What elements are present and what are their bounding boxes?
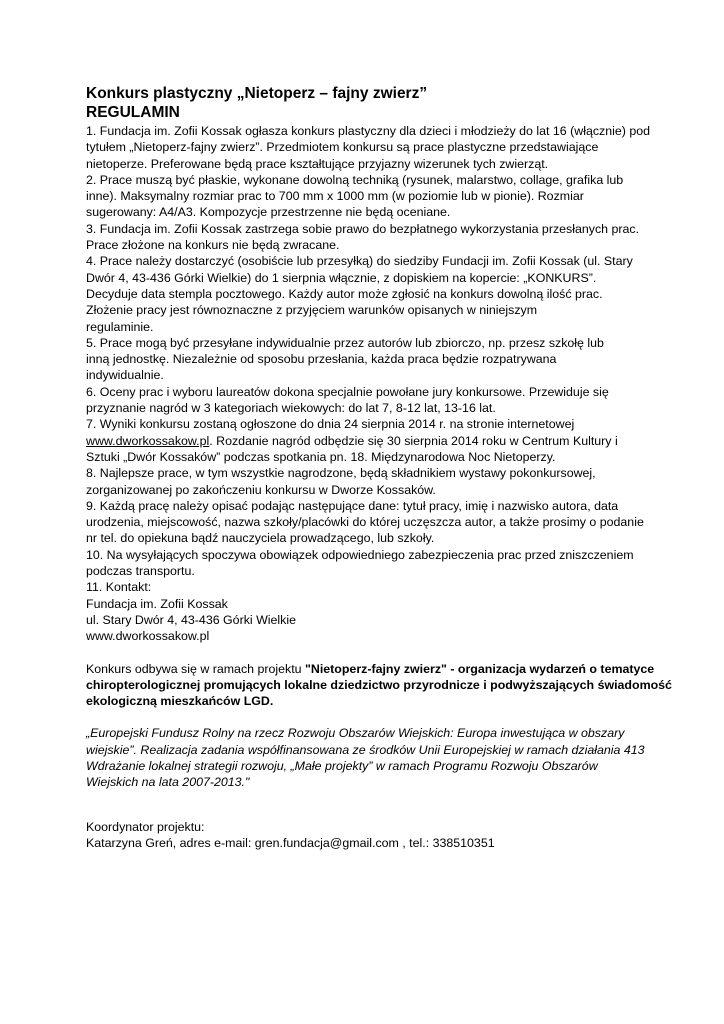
coordinator-label: Koordynator projektu: — [86, 819, 205, 834]
eu-note-line: „Europejski Fundusz Rolny na rzecz Rozwoju Obszarów Wiejskich: Europa inwestująca w obszary — [86, 726, 625, 741]
rule-line: 5. Prace mogą być przesyłane indywidualnie przez autorów lub zbiorczo, np. przesz szkołę lub — [86, 335, 604, 350]
rule-line: 10. Na wysyłających spoczywa obowiązek odpowiedniego zabezpieczenia prac przed zniszczeniem — [86, 547, 634, 562]
rule-line: sugerowany: A4/A3. Kompozycje przestrzenne nie będą oceniane. — [86, 205, 451, 220]
rule-line: podczas transportu. — [86, 564, 195, 579]
rule-line: 3. Fundacja im. Zofii Kossak zastrzega sobie prawo do bezpłatnego wykorzystania przesłanych prac. — [86, 221, 640, 236]
project-line: chiropterologicznej promujących lokalne dziedzictwo przyrodnicze i podwyższających świadomość — [86, 677, 672, 692]
contact-website: www.dworkossakow.pl — [86, 629, 210, 644]
rule-line: 8. Najlepsze prace, w tym wszystkie nagrodzone, będą składnikiem wystawy pokonkursowej, — [86, 466, 596, 481]
project-line: ekologiczną mieszkańców LGD. — [86, 694, 274, 709]
rule-line: nietoperze. Preferowane będą prace kształtujące przyjazny wizerunek tych zwierząt. — [86, 156, 549, 171]
project-line — [86, 661, 655, 677]
rule-line: regulaminie. — [86, 319, 154, 334]
rule-line: tytułem „Nietoperz-fajny zwierz”. Przedmiotem konkursu są prace plastyczne przedstawiające — [86, 140, 599, 155]
rule-line: 11. Kontakt: — [86, 580, 152, 595]
document-page — [86, 84, 672, 851]
document-title: Konkurs plastyczny „Nietoperz – fajny zwierz” — [86, 85, 428, 102]
project-paragraph — [86, 661, 672, 710]
coordinator-details: Katarzyna Greń, adres e-mail: gren.fundacja@gmail.com , tel.: 338510351 — [86, 835, 495, 850]
eu-note-line: Wiejskich na lata 2007-2013." — [86, 775, 250, 790]
rules-list — [86, 123, 651, 645]
rule-line-with-link — [86, 433, 646, 449]
rule-line: nr tel. do opiekuna bądź nauczyciela prowadzącego, lub szkoły. — [86, 531, 435, 546]
rule-line: Prace złożone na konkurs nie będą zwracane. — [86, 238, 340, 253]
spacer — [86, 645, 646, 661]
rule-line: 2. Prace muszą być płaskie, wykonane dowolną techniką (rysunek, malarstwo, collage, grafika lub — [86, 172, 624, 187]
rule-line: inne). Maksymalny rozmiar prac to 700 mm x 1000 mm (w poziomie lub w pionie). Rozmiar — [86, 189, 584, 204]
rule-line: Dwór 4, 43-436 Górki Wielkie) do 1 sierpnia włącznie, z dopiskiem na kopercie: „KONKURS”. — [86, 270, 597, 285]
spacer — [86, 791, 646, 819]
rule-line: 4. Prace należy dostarczyć (osobiście lub przesyłką) do siedziby Fundacji im. Zofii Kossak (ul. Stary — [86, 254, 633, 269]
rule-line: urodzenia, miejscowość, nazwa szkoły/placówki do której uczęszcza autor, a także prosimy o podanie — [86, 515, 644, 530]
rule-line: przyznanie nagród w 3 kategoriach wiekowych: do lat 7, 8-12 lat, 13-16 lat. — [86, 401, 496, 416]
coordinator-section — [86, 819, 646, 852]
document-subtitle: REGULAMIN — [86, 104, 180, 121]
rule-line: zorganizowanej po zakończeniu konkursu w Dworze Kossaków. — [86, 482, 436, 497]
rule-line: Decyduje data stempla pocztowego. Każdy autor może zgłosić na konkurs dowolną ilość prac. — [86, 286, 603, 301]
contact-name: Fundacja im. Zofii Kossak — [86, 596, 228, 611]
project-name: "Nietoperz-fajny zwierz" - organizacja wydarzeń o tematyce — [305, 661, 655, 676]
rule-line: 6. Oceny prac i wyboru laureatów dokona specjalnie powołane jury konkursowe. Przewiduje się — [86, 384, 609, 399]
eu-note-line: Wdrażanie lokalnej strategii rozwoju, „Małe projekty” w ramach Programu Rozwoju Obszarów — [86, 758, 598, 773]
eu-note-line: wiejskie”. Realizacja zadania współfinansowana ze środków Unii Europejskiej w ramach działania 413 — [86, 742, 645, 757]
rule-line: inną jednostkę. Niezależnie od sposobu przesłania, każda praca będzie rozpatrywana — [86, 352, 557, 367]
spacer — [86, 709, 646, 725]
eu-funding-note — [86, 725, 646, 790]
rule-line-continuation: . Rozdanie nagród odbędzie się 30 sierpnia 2014 roku w Centrum Kultury i — [209, 433, 618, 448]
rule-line: 9. Każdą pracę należy opisać podając następujące dane: tytuł pracy, imię i nazwisko autora, data — [86, 498, 619, 513]
rule-line: Złożenie pracy jest równoznaczne z przyjęciem warunków opisanych w niniejszym — [86, 303, 538, 318]
project-intro: Konkurs odbywa się w ramach projektu — [86, 661, 306, 676]
rule-line: indywidualnie. — [86, 368, 164, 383]
website-link[interactable]: www.dworkossakow.pl — [86, 433, 210, 448]
contact-address: ul. Stary Dwór 4, 43-436 Górki Wielkie — [86, 612, 297, 627]
rule-line: Sztuki „Dwór Kossaków” podczas spotkania pn. 18. Międzynarodowa Noc Nietoperzy. — [86, 449, 556, 464]
rule-line: 1. Fundacja im. Zofii Kossak ogłasza konkurs plastyczny dla dzieci i młodzieży do lat 16 (włącznie) pod — [86, 124, 651, 138]
rule-line: 7. Wyniki konkursu zostaną ogłoszone do dnia 24 sierpnia 2014 r. na stronie internetowej — [86, 417, 575, 432]
